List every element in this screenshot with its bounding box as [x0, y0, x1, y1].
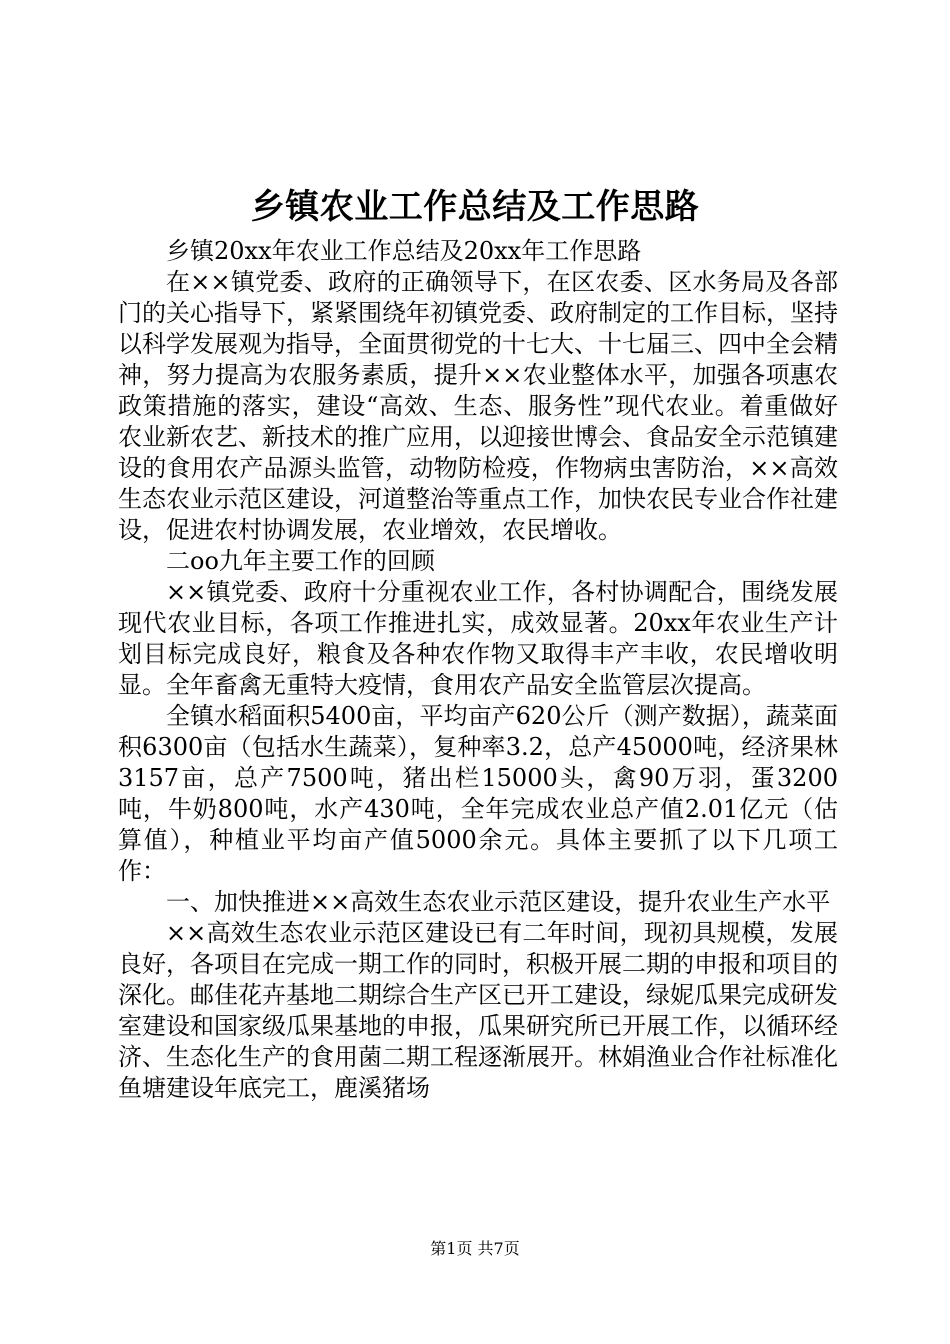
paragraph-review-heading: 二oo九年主要工作的回顾 — [166, 547, 435, 575]
paragraph-section-one-body: ××高效生态农业示范区建设已有二年时间，现初具规模，发展良好，各项目在完成一期工作的同时，积极开展二期的申报和项目的深化。邮佳花卉基地二期综合生产区已开工建设，绿妮瓜果完成研发室建设和国家级瓜果基地的申报，瓜果研究所已开展工作，以循环经济、生态化生产的食用菌二期工程逐渐展开。林娟渔业合作社标准化鱼塘建设年底完工，鹿溪猪场 — [118, 919, 838, 1102]
paragraph-subtitle: 乡镇20xx年农业工作总结及20xx年工作思路 — [166, 237, 642, 265]
page-footer: 第1页 共7页 — [430, 1239, 520, 1258]
document-body — [118, 236, 838, 1104]
paragraph-section-one-heading: 一、加快推进××高效生态农业示范区建设，提升农业生产水平 — [166, 888, 831, 916]
paragraph-intro: 在××镇党委、政府的正确领导下，在区农委、区水务局及各部门的关心指导下，紧紧围绕年初镇党委、政府制定的工作目标，坚持以科学发展观为指导，全面贯彻党的十七大、十七届三、四中全会精神，努力提高为农服务素质，提升××农业整体水平，加强各项惠农政策措施的落实，建设“高效、生态、服务性”现代农业。着重做好农业新农艺、新技术的推广应用，以迎接世博会、食品安全示范镇建设的食用农产品源头监管，动物防检疫，作物病虫害防治，××高效生态农业示范区建设，河道整治等重点工作，加快农民专业合作社建设，促进农村协调发展，农业增效，农民增收。 — [118, 268, 838, 544]
paragraph-review-summary: ××镇党委、政府十分重视农业工作，各村协调配合，围绕发展现代农业目标，各项工作推进扎实，成效显著。20xx年农业生产计划目标完成良好，粮食及各种农作物又取得丰产丰收，农民增收明显。全年畜禽无重特大疫情，食用农产品安全监管层次提高。 — [118, 578, 838, 699]
document-title: 乡镇农业工作总结及工作思路 — [250, 187, 700, 227]
paragraph-statistics: 全镇水稻面积5400亩，平均亩产620公斤（测产数据），蔬菜面积6300亩（包括水生蔬菜），复种率3.2，总产45000吨，经济果林3157亩，总产7500吨，猪出栏15000头，禽90万羽，蛋3200吨，牛奶800吨，水产430吨，全年完成农业总产值2.01亿元（估算值），种植业平均亩产值5000余元。具体主要抓了以下几项工作： — [118, 702, 838, 885]
